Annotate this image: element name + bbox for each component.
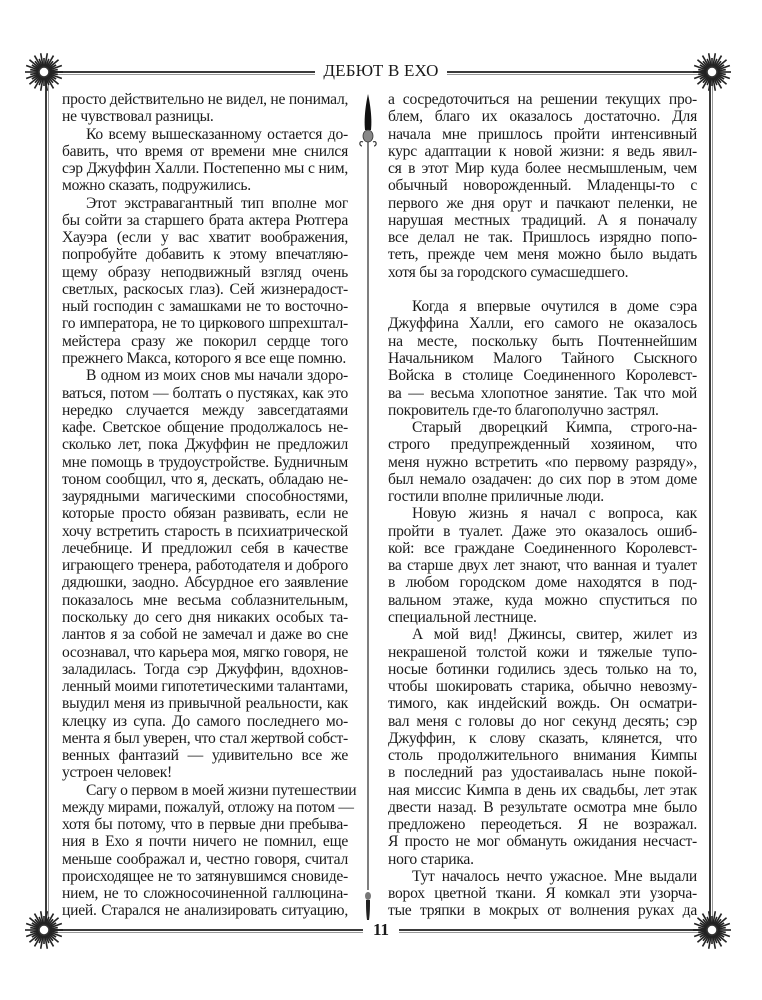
text-line: Старый дворецкий Кимпа, строго-на-	[412, 419, 697, 437]
text-line: не чувствовал разницы.	[62, 108, 214, 126]
text-line: вальном этаже, куда можно спуститься по	[388, 591, 697, 609]
running-head	[0, 61, 762, 81]
text-line: показалось мне весьма соблазнительным,	[62, 591, 348, 609]
text-line: нарушая местных традиций. А я поначалу	[388, 211, 697, 229]
text-line: светлых, раскосых глаз). Сей жизнерадост-	[62, 280, 348, 298]
text-line: обычный новорожденный. Младенцы-то с	[388, 177, 697, 195]
text-line: Начальником Малого Тайного Сыскного	[388, 349, 697, 367]
text-line: ный господин с замашками не то восточно-	[62, 298, 348, 316]
text-line: гостили вполне приличные люди.	[388, 488, 604, 506]
text-line: ная миссис Кимпа в день их свадьбы, лет этак	[388, 781, 697, 799]
text-line: тимого, как индейский вождь. Он осматри-	[388, 695, 697, 713]
text-line: щему образу неподвижный взгляд очень	[62, 263, 348, 281]
text-line: строго предупрежденный хозяином, что	[388, 436, 697, 454]
text-line: ленный моими гипотетическими талантами,	[62, 678, 348, 696]
text-line: хотя бы потому, что в первые дни пребыва-	[62, 816, 348, 834]
text-line: начала мне пришлось пройти интенсивный	[388, 125, 697, 143]
text-line: кой: все граждане Соединенного Королевст-	[388, 539, 697, 557]
text-line: попробуйте добавить к этому впечатляю-	[62, 246, 348, 264]
page-number: 11	[363, 920, 399, 939]
text-line: В одном из моих снов мы начали здоро-	[86, 367, 348, 385]
text-line: заурядными магическими способностями,	[62, 488, 348, 506]
text-line: мента я был уверен, что стал жертвой собст-	[62, 729, 348, 747]
paragraph	[388, 626, 697, 868]
text-line: прежнего Макса, которого я все еще помню.	[62, 349, 347, 367]
text-line: хотя бы за городского сумасшедшего.	[388, 263, 629, 281]
text-line: цией. Старался не анализировать ситуацию,	[62, 902, 348, 920]
text-line: некрашеной толстой кожи и тяжелые тупо-	[388, 643, 697, 661]
text-line: теть, прежде чем меня можно было выдать	[388, 246, 697, 264]
text-line: Хауэра (если у вас хватит воображения,	[62, 229, 348, 247]
text-line: нием, не то сложносочиненной галлюцина-	[62, 885, 348, 903]
text-line: ния в Ехо я почти ничего не помнил, еще	[62, 833, 348, 851]
text-line: мне помощь в трудоустройстве. Будничным	[62, 453, 348, 471]
column-divider-ornament	[358, 90, 378, 930]
paragraph	[388, 868, 697, 920]
text-line: клецку из супа. До самого последнего мо-	[62, 712, 348, 730]
section-break	[388, 281, 697, 298]
text-line: осознавал, что карьера моя, мягко говоря, не	[62, 643, 348, 661]
text-line: ного старика.	[388, 850, 474, 868]
text-line: меньше соображал и, честно говоря, считал	[62, 850, 348, 868]
text-line: заладилась. Тогда сэр Джуффин, вдохнов-	[62, 660, 348, 678]
text-line: меня нужно встретить «по первому разряду»,	[388, 453, 697, 471]
text-line: венных фантазий — удивительно все же	[62, 747, 348, 765]
text-line: Джуффина Халли, его самого не оказалось	[388, 315, 697, 333]
text-line: тые тряпки в мокрых от волнения руках да	[388, 902, 697, 920]
text-line: ваться, потом — болтать о пустяках, как это	[62, 384, 348, 402]
text-line: все делал не так. Пришлось изрядно попо-	[388, 229, 697, 247]
text-line: играющего тренера, работодателя и доброго	[62, 557, 348, 575]
text-line: А мой вид! Джинсы, свитер, жилет из	[412, 626, 697, 644]
text-line: двести назад. В результате осмотра мне было	[388, 798, 697, 816]
text-line: лечебнице. И предложил себя в качестве	[62, 539, 348, 557]
text-line: ворох цветной ткани. Я комкал эти узорча-	[388, 885, 697, 903]
text-line: специальной лестнице.	[388, 608, 537, 626]
paragraph	[388, 298, 697, 419]
text-line: можно сказать, подружились.	[62, 177, 251, 195]
text-line: Когда я впервые очутился в доме сэра	[412, 298, 697, 316]
text-line: предложено переодеться. Я не возражал.	[388, 816, 697, 834]
text-line: выудил меня из привычной реальности, как	[62, 695, 348, 713]
text-line: устроен человек!	[62, 764, 172, 782]
text-line: Джуффин, к слову сказать, клянется, что	[388, 729, 697, 747]
paragraph	[62, 126, 348, 195]
text-line: Сагу о первом в моей жизни путешествии	[86, 781, 357, 799]
text-line: бы сойти за старшего брата актера Рютгера	[62, 211, 348, 229]
text-line: носые ботинки годились здесь только на то,	[388, 660, 697, 678]
text-column-right	[388, 91, 697, 920]
paragraph	[62, 195, 348, 368]
text-line: просто действительно не видел, не понимал,	[62, 91, 349, 108]
text-line: поскольку до сего дня никаких особых та-	[62, 608, 348, 626]
text-line: ва старше двух лет знают, что ванная и туалет	[388, 557, 697, 575]
text-line: пройти в туалет. Даже это оказалось ошиб-	[388, 522, 697, 540]
text-line: Этот экстравагантный тип вполне мог	[86, 194, 348, 212]
text-line: кафе. Светское общение продолжалось не-	[62, 419, 348, 437]
text-line: дядюшки, заодно. Абсурдное его заявление	[62, 574, 348, 592]
text-line: чтобы шокировать старика, обычно невозму-	[388, 678, 697, 696]
paragraph	[62, 91, 348, 126]
text-line: на месте, поскольку быть Почтеннейшим	[388, 332, 697, 350]
text-line: столь продолжительного внимания Кимпы	[388, 747, 697, 765]
text-line: покровитель где-то благополучно застрял.	[388, 401, 659, 419]
text-line: между мирами, пожалуй, отложу на потом —	[62, 798, 354, 816]
text-line: Я просто не мог обмануть ожидания несчаст-	[388, 833, 697, 851]
text-column-left	[62, 91, 357, 920]
text-line: тоном сообщил, что я, дескать, обладаю не-	[62, 470, 348, 488]
text-line: происходящее не то затянувшимся сновиде-	[62, 867, 348, 885]
text-line: бавить, что время от времени мне снился	[62, 142, 348, 160]
paragraph	[388, 91, 697, 281]
text-line: в любом городском доме находятся в под-	[388, 574, 697, 592]
text-line: вал меня с головы до ног секунд десять; сэр	[388, 712, 697, 730]
text-line: сколько лет, пока Джуффин не предложил	[62, 436, 348, 454]
text-line: а сосредоточиться на решении текущих про-	[388, 91, 697, 108]
text-line: которые просто обязан развивать, если не	[62, 505, 348, 523]
text-line: был немало озадачен: до сих пор в этом доме	[388, 470, 697, 488]
text-line: Войска в столице Соединенного Королевст-	[388, 367, 697, 385]
text-line: ва — весьма хлопотное занятие. Так что мой	[388, 384, 697, 402]
paragraph	[62, 781, 357, 920]
text-line: в последний раз удостаивалась ныне покой-	[388, 764, 697, 782]
text-line: нередко случается между завсегдатаями	[62, 401, 348, 419]
paragraph	[388, 419, 697, 505]
text-line: первого же дня орут и пачкают пеленки, не	[388, 194, 697, 212]
text-line: хочу встретить старость в психиатрической	[62, 522, 348, 540]
text-line: мейстера сразу же покорил сердце того	[62, 332, 348, 350]
paragraph	[62, 367, 348, 781]
text-line: блем, благо их оказалось достаточно. Для	[388, 108, 697, 126]
text-line: сэр Джуффин Халли. Постепенно мы с ним,	[62, 160, 348, 178]
text-line: Тут началось нечто ужасное. Мне выдали	[412, 867, 697, 885]
text-line: Ко всему вышесказанному остается до-	[86, 125, 348, 143]
text-line: го императора, не то циркового шпрехштал-	[62, 315, 348, 333]
paragraph	[388, 505, 697, 626]
text-line: курс адаптации к новой жизни: я ведь явил-	[388, 142, 697, 160]
text-line: Новую жизнь я начал с вопроса, как	[412, 505, 697, 523]
text-line: лантов я за собой не замечал и даже во сне	[62, 626, 348, 644]
running-title: ДЕБЮТ В ЕХО	[315, 61, 446, 80]
text-line: ся в этот Мир куда более несмышленым, чем	[388, 160, 697, 178]
page-footer	[0, 920, 762, 940]
